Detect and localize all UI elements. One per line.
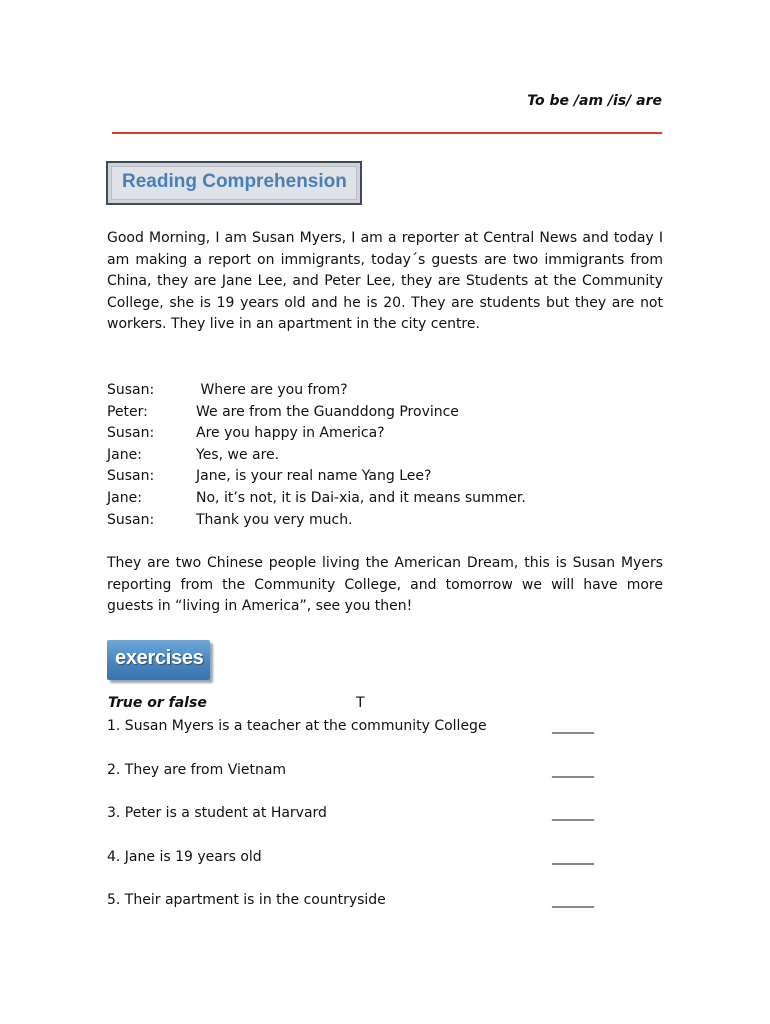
closing-paragraph: They are two Chinese people living the American Dream, this is Susan Myers reporting from the Community College, and tomorrow we will have more guests in “living in America”, see you then! bbox=[107, 555, 663, 615]
exercises-badge bbox=[107, 640, 210, 680]
question-row bbox=[107, 802, 617, 824]
worksheet-title: To be /am /is/ are bbox=[527, 93, 662, 109]
question-row bbox=[107, 715, 617, 737]
true-false-heading: True or false bbox=[108, 695, 207, 711]
dialogue-line: No, it’s not, it is Dai-xia, and it means summer. bbox=[196, 489, 526, 506]
question-row bbox=[107, 759, 617, 781]
question-text: 5. Their apartment is in the countryside bbox=[107, 892, 386, 908]
dialogue-row bbox=[107, 380, 667, 402]
answer-blank[interactable]: ______ bbox=[552, 762, 594, 778]
dialogue bbox=[107, 380, 667, 531]
dialogue-line: Thank you very much. bbox=[196, 511, 353, 528]
reading-comprehension-label: Reading Comprehension bbox=[122, 171, 347, 192]
dialogue-speaker: Peter: bbox=[107, 403, 148, 420]
title-divider bbox=[112, 132, 662, 134]
dialogue-speaker: Susan: bbox=[107, 425, 155, 442]
answer-blank[interactable]: ______ bbox=[552, 892, 594, 908]
reading-comprehension-banner bbox=[106, 161, 362, 205]
dialogue-speaker: Susan: bbox=[107, 382, 155, 398]
dialogue-line: We are from the Guanddong Province bbox=[196, 403, 459, 420]
question-text: 4. Jane is 19 years old bbox=[107, 849, 262, 865]
dialogue-line: Where are you from? bbox=[196, 382, 348, 398]
dialogue-row bbox=[107, 423, 667, 445]
dialogue-speaker: Jane: bbox=[107, 489, 142, 506]
dialogue-row bbox=[107, 488, 667, 510]
dialogue-speaker: Susan: bbox=[107, 468, 155, 485]
question-row bbox=[107, 846, 617, 868]
intro-paragraph: Good Morning, I am Susan Myers, I am a reporter at Central News and today I am making a report on immigrants, today´s guests are two immigrants from China, they are Jane Lee, and Peter Lee, they are Students at the Community College, she is 19 years old and he is 20. They are students but they are not workers. They live in an apartment in the city centre. bbox=[107, 230, 663, 333]
question-text: 3. Peter is a student at Harvard bbox=[107, 805, 327, 821]
dialogue-speaker: Susan: bbox=[107, 511, 155, 528]
dialogue-line: Are you happy in America? bbox=[196, 425, 385, 442]
dialogue-row bbox=[107, 402, 667, 424]
question-text: 2. They are from Vietnam bbox=[107, 762, 287, 778]
question-text: 1. Susan Myers is a teacher at the community College bbox=[107, 718, 487, 734]
answer-blank[interactable]: ______ bbox=[552, 849, 594, 865]
exercises-label: exercises bbox=[115, 647, 204, 669]
dialogue-row bbox=[107, 466, 667, 488]
answer-blank[interactable]: ______ bbox=[552, 805, 594, 821]
dialogue-line: Jane, is your real name Yang Lee? bbox=[196, 468, 432, 485]
dialogue-speaker: Jane: bbox=[107, 446, 142, 463]
answer-blank[interactable]: ______ bbox=[552, 718, 594, 734]
dialogue-line: Yes, we are. bbox=[196, 446, 280, 463]
dialogue-row bbox=[107, 445, 667, 467]
dialogue-row bbox=[107, 510, 667, 532]
question-row bbox=[107, 889, 617, 911]
true-column-label: T bbox=[356, 695, 365, 711]
